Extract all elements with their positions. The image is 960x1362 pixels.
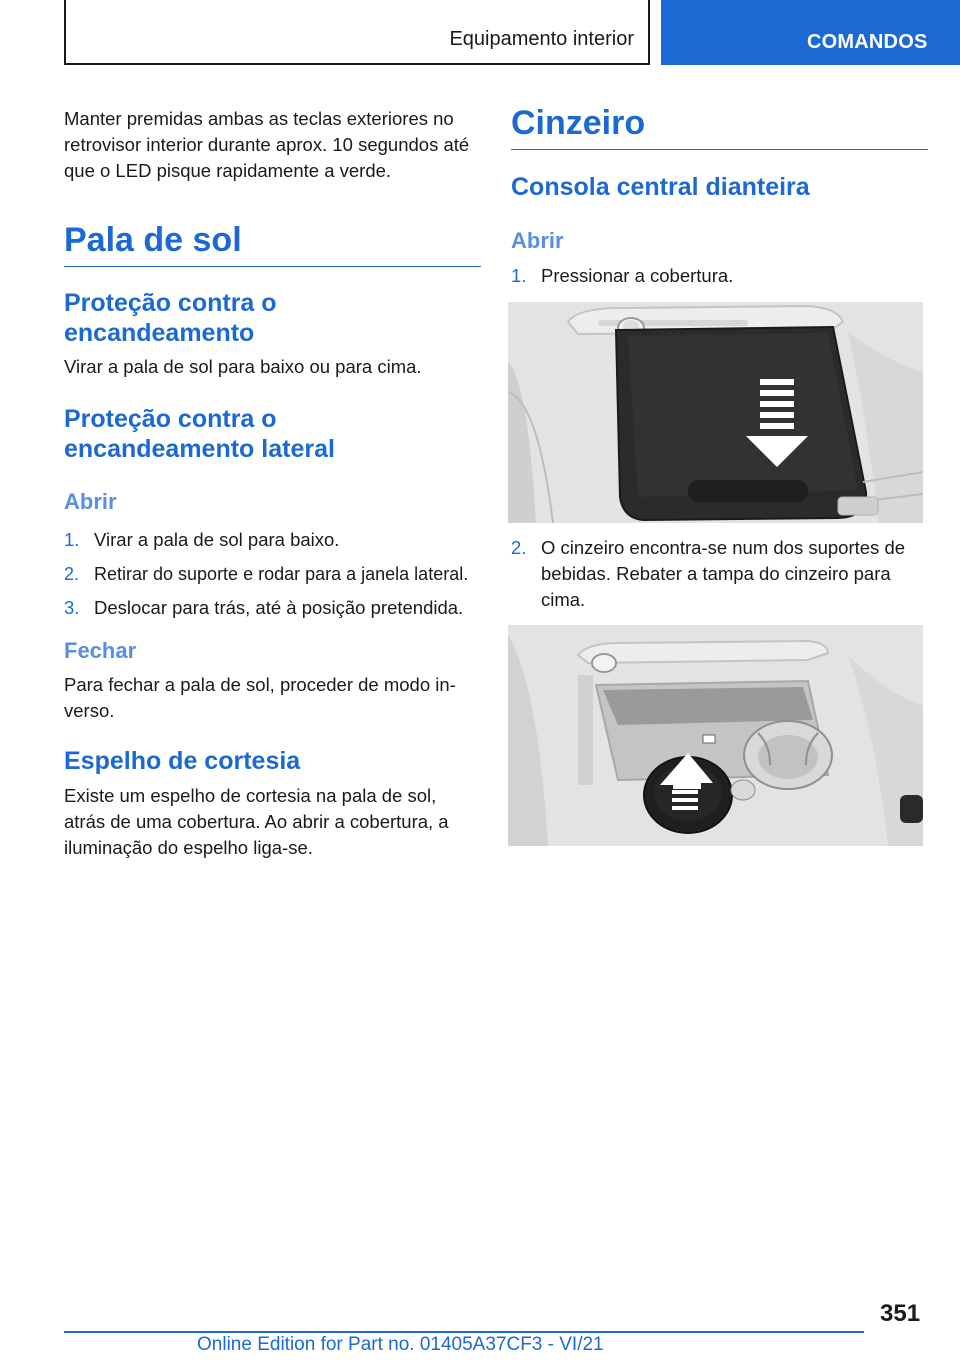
- list-item: [511, 535, 928, 613]
- heading-close-visor: Fechar: [64, 638, 137, 663]
- section-title: Equipamento interior: [449, 28, 634, 50]
- close-visor-text: Para fechar a pala de sol, proceder de modo in‐ verso.: [64, 674, 456, 721]
- heading-open-visor: Abrir: [64, 489, 117, 514]
- footer-divider: [64, 1331, 864, 1333]
- ashtray-step-2: [511, 535, 928, 613]
- heading-ashtray: Cinzeiro: [511, 103, 928, 150]
- heading-vanity-mirror: Espelho de cortesia: [64, 747, 301, 775]
- step-text: O cinzeiro encontra-se num dos suportes de bebidas. Rebater a tampa do cinzeiro para cima.: [541, 537, 906, 610]
- step-number: 2.: [511, 537, 527, 558]
- heading-glare-protection: Proteção contra o encandeamento: [64, 289, 277, 347]
- ashtray-step-1: [511, 263, 928, 289]
- intro-paragraph: Manter premidas ambas as teclas exteriores no retrovisor interior durante aprox. 10 segundos até que o LED pisque rapidamente a verde.: [64, 108, 470, 181]
- list-item: [64, 527, 484, 553]
- chapter-tab-label: COMANDOS: [807, 31, 928, 53]
- list-item: [64, 561, 484, 587]
- step-text: Virar a pala de sol para baixo.: [94, 529, 340, 550]
- vanity-mirror-text: Existe um espelho de cortesia na pala de sol, atrás de uma cobertura. Ao abrir a cobertura, a iluminação do espelho liga-se.: [64, 785, 449, 858]
- chapter-tab: [661, 0, 960, 65]
- list-item: [511, 263, 928, 289]
- step-number: 3.: [64, 597, 80, 618]
- cup-holder-illustration: [508, 625, 923, 846]
- console-cover-illustration: [508, 302, 923, 523]
- step-text: Retirar do suporte e rodar para a janela lateral.: [94, 564, 469, 584]
- visor-open-steps: [64, 527, 484, 621]
- heading-front-center-console: Consola central dianteira: [511, 173, 810, 201]
- list-item: [64, 595, 484, 621]
- heading-open-ashtray: Abrir: [511, 228, 564, 253]
- step-number: 1.: [511, 265, 527, 286]
- step-text: Pressionar a cobertura.: [541, 265, 734, 286]
- figure-ashtray-in-cup-holder: [508, 625, 923, 846]
- step-text: Deslocar para trás, até à posição pretendida.: [94, 597, 464, 618]
- step-number: 2.: [64, 564, 80, 584]
- heading-side-glare-protection: Proteção contra o encandeamento lateral: [64, 405, 335, 463]
- header-section-box: [64, 0, 650, 65]
- step-number: 1.: [64, 529, 80, 550]
- glare-protection-text: Virar a pala de sol para baixo ou para cima.: [64, 356, 422, 377]
- edition-info: Online Edition for Part no. 01405A37CF3 - VI/21: [197, 1334, 604, 1355]
- figure-press-ashtray-cover: [508, 302, 923, 523]
- heading-sun-visor: Pala de sol: [64, 220, 481, 267]
- page-number: 351: [880, 1300, 921, 1327]
